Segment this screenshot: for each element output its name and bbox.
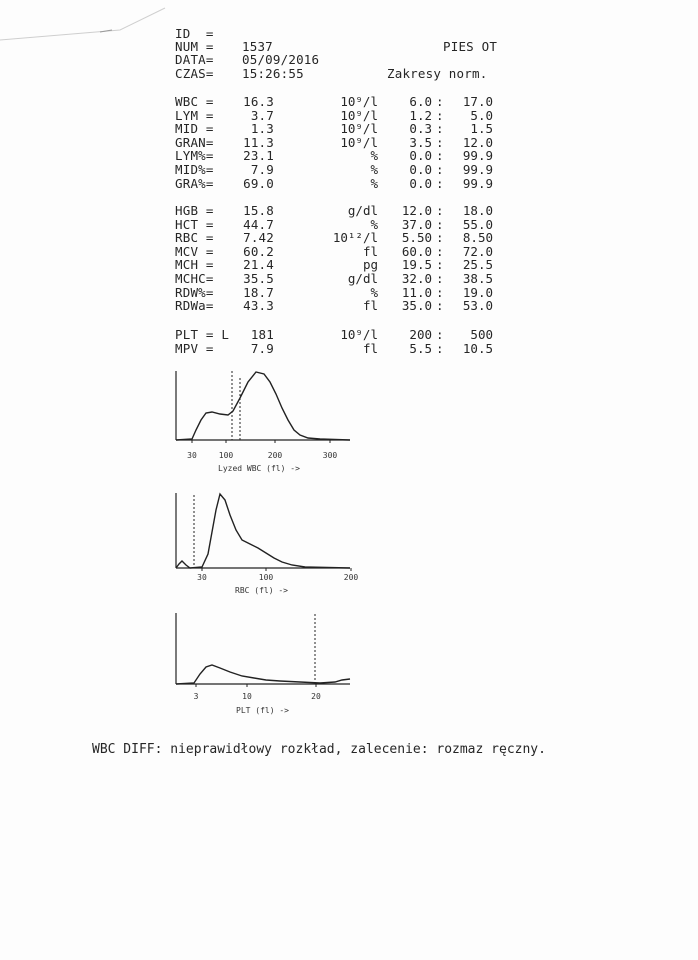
num-value: 1537 — [242, 39, 273, 54]
range-separator: : — [436, 175, 444, 191]
rbc-histogram — [170, 490, 370, 604]
rbc-tick-200: 200 — [343, 573, 359, 582]
wbc-histogram — [170, 368, 360, 482]
param-unit: g/dl — [347, 271, 378, 286]
num-label: NUM = — [175, 39, 214, 54]
range-low: 37.0 — [401, 216, 432, 232]
param-unit: % — [370, 216, 378, 232]
param-value: 15.8 — [243, 203, 274, 218]
param-label: GRAN= — [175, 134, 214, 150]
id-label: ID = — [175, 26, 214, 41]
param-value: 3.7 — [250, 107, 274, 123]
param-value: 23.1 — [243, 148, 274, 164]
range-low: 32.0 — [401, 271, 432, 286]
param-unit: 10⁹/l — [340, 121, 378, 137]
param-unit: 10¹²/l — [332, 230, 378, 246]
range-low: 5.5 — [409, 340, 432, 356]
range-high: 55.0 — [462, 216, 493, 232]
rbc-tick-100: 100 — [258, 573, 274, 582]
range-high: 25.5 — [462, 257, 493, 273]
param-label: GRA%= — [175, 175, 214, 191]
param-label: MPV = — [175, 340, 214, 356]
range-high: 5.0 — [470, 107, 493, 123]
plt-tick-10: 10 — [242, 692, 252, 701]
param-value: 21.4 — [243, 257, 274, 273]
rbc-axis-label: RBC (fl) -> — [235, 586, 288, 595]
param-label: LYM%= — [175, 148, 214, 164]
range-low: 12.0 — [401, 203, 432, 218]
param-unit: 10⁹/l — [340, 107, 378, 123]
range-separator: : — [436, 340, 444, 356]
range-high: 18.0 — [462, 203, 493, 218]
range-separator: : — [436, 148, 444, 164]
param-value: 60.2 — [243, 243, 274, 259]
range-high: 99.9 — [462, 148, 493, 164]
param-value: 69.0 — [243, 175, 274, 191]
range-separator: : — [436, 121, 444, 137]
range-high: 1.5 — [470, 121, 493, 137]
plt-tick-20: 20 — [311, 692, 321, 701]
param-label: MCV = — [175, 243, 214, 259]
param-unit: 10⁹/l — [340, 327, 378, 342]
param-value: 16.3 — [243, 94, 274, 109]
plt-axis-label: PLT (fl) -> — [236, 706, 289, 715]
range-high: 8.50 — [462, 230, 493, 246]
date-value: 05/09/2016 — [242, 52, 320, 67]
range-high: 99.9 — [462, 175, 493, 191]
param-label: MCHC= — [175, 271, 214, 286]
param-unit: pg — [362, 257, 378, 273]
range-low: 5.50 — [401, 230, 432, 246]
range-high: 19.0 — [462, 284, 493, 300]
range-low: 6.0 — [409, 94, 432, 109]
range-low: 200 — [409, 327, 432, 342]
plt-tick-3: 3 — [193, 692, 199, 701]
ranges-title: Zakresy norm. — [387, 66, 488, 81]
range-separator: : — [436, 284, 444, 300]
range-low: 1.2 — [409, 107, 432, 123]
param-label: RBC = — [175, 230, 214, 246]
range-separator: : — [436, 94, 444, 109]
range-separator: : — [436, 107, 444, 123]
time-label: CZAS= — [175, 66, 214, 81]
param-unit: g/dl — [347, 203, 378, 218]
param-label: MCH = — [175, 257, 214, 273]
range-high: 99.9 — [462, 162, 493, 177]
range-separator: : — [436, 162, 444, 177]
range-separator: : — [436, 298, 444, 314]
param-value: 44.7 — [243, 216, 274, 232]
param-unit: fl — [362, 243, 378, 259]
time-value: 15:26:55 — [242, 66, 304, 81]
param-unit: % — [370, 175, 378, 191]
rbc-tick-30: 30 — [197, 573, 207, 582]
param-unit: % — [370, 284, 378, 300]
range-low: 0.0 — [409, 148, 432, 164]
range-low: 60.0 — [401, 243, 432, 259]
param-label: MID%= — [175, 162, 214, 177]
param-label: RDW%= — [175, 284, 214, 300]
range-high: 12.0 — [462, 134, 493, 150]
param-value: 7.9 — [250, 162, 274, 177]
range-separator: : — [436, 203, 444, 218]
range-high: 10.5 — [462, 340, 493, 356]
param-label: WBC = — [175, 94, 214, 109]
paper-fold-crease — [0, 0, 180, 60]
range-high: 72.0 — [462, 243, 493, 259]
param-value: 43.3 — [243, 298, 274, 314]
param-unit: % — [370, 162, 378, 177]
range-low: 19.5 — [401, 257, 432, 273]
range-separator: : — [436, 257, 444, 273]
range-low: 0.0 — [409, 175, 432, 191]
range-high: 17.0 — [462, 94, 493, 109]
param-unit: 10⁹/l — [340, 94, 378, 109]
range-separator: : — [436, 327, 444, 342]
param-label: MID = — [175, 121, 214, 137]
range-low: 11.0 — [401, 284, 432, 300]
range-high: 38.5 — [462, 271, 493, 286]
param-label: RDWa= — [175, 298, 214, 314]
param-value: 7.42 — [243, 230, 274, 246]
param-value: 181 — [250, 327, 274, 342]
wbc-tick-200: 200 — [267, 451, 283, 460]
wbc-tick-300: 300 — [322, 451, 338, 460]
plt-histogram — [170, 610, 360, 724]
range-separator: : — [436, 134, 444, 150]
param-label: LYM = — [175, 107, 214, 123]
param-unit: 10⁹/l — [340, 134, 378, 150]
range-low: 3.5 — [409, 134, 432, 150]
range-separator: : — [436, 271, 444, 286]
range-high: 500 — [470, 327, 493, 342]
range-separator: : — [436, 243, 444, 259]
range-low: 0.3 — [409, 121, 432, 137]
param-value: 7.9 — [250, 340, 274, 356]
param-label: HCT = — [175, 216, 214, 232]
range-low: 35.0 — [401, 298, 432, 314]
param-unit: % — [370, 148, 378, 164]
species: PIES OT — [443, 39, 498, 54]
wbc-axis-label: Lyzed WBC (fl) -> — [218, 464, 300, 473]
range-separator: : — [436, 230, 444, 246]
param-unit: fl — [362, 340, 378, 356]
wbc-tick-30: 30 — [187, 451, 197, 460]
wbc-diff-note: WBC DIFF: nieprawidłowy rozkład, zalecenie: rozmaz ręczny. — [92, 742, 546, 757]
param-value: 35.5 — [243, 271, 274, 286]
range-high: 53.0 — [462, 298, 493, 314]
param-value: 1.3 — [250, 121, 274, 137]
param-label: HGB = — [175, 203, 214, 218]
param-unit: fl — [362, 298, 378, 314]
range-separator: : — [436, 216, 444, 232]
range-low: 0.0 — [409, 162, 432, 177]
date-label: DATA= — [175, 52, 214, 67]
param-label: PLT = L — [175, 327, 230, 342]
param-value: 18.7 — [243, 284, 274, 300]
param-value: 11.3 — [243, 134, 274, 150]
wbc-tick-100: 100 — [218, 451, 234, 460]
